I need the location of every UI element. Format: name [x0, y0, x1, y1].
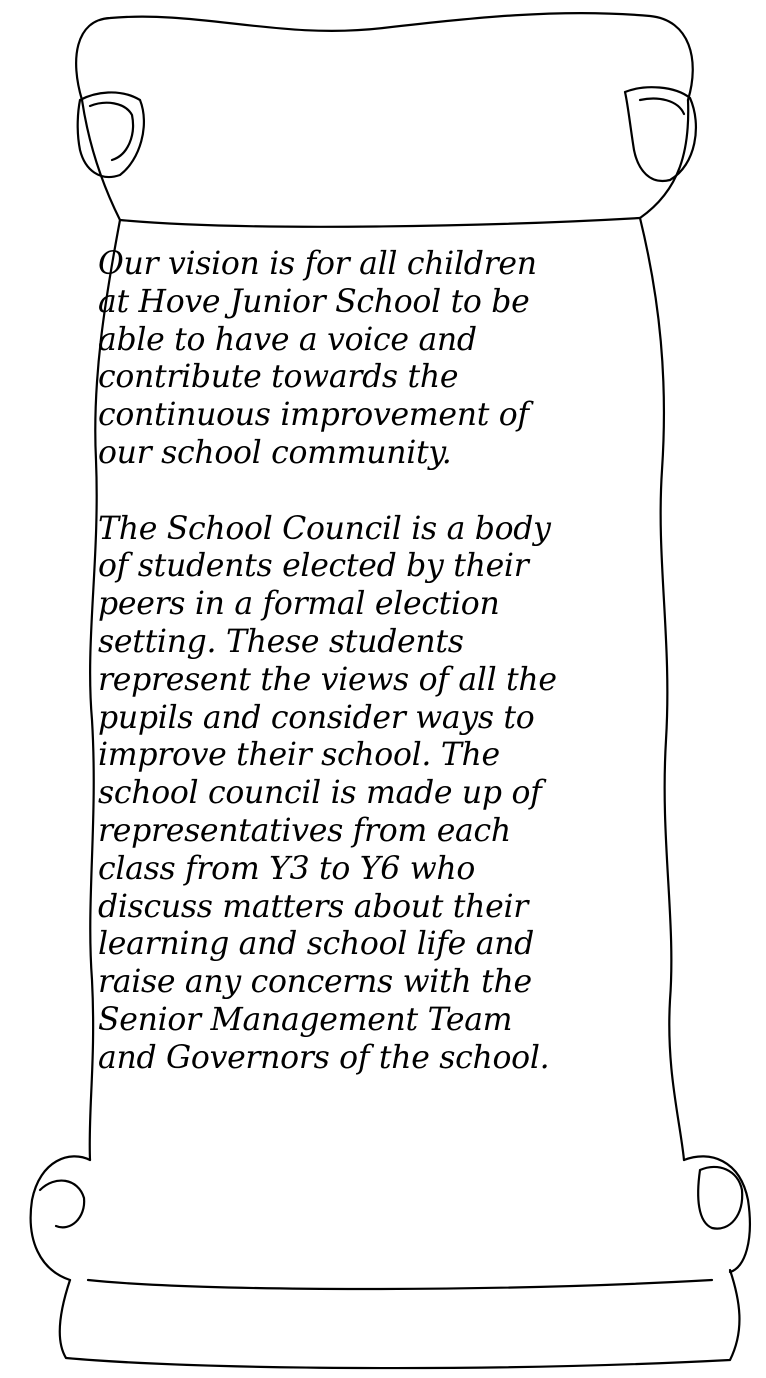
- vision-line: contribute towards the: [98, 359, 459, 396]
- scroll-text-block: [98, 246, 698, 1078]
- vision-line: our school community.: [98, 434, 452, 471]
- council-line: learning and school life and: [98, 926, 535, 963]
- council-line: peers in a formal election: [98, 586, 500, 623]
- council-line: setting. These students: [98, 623, 464, 660]
- council-line: of students elected by their: [98, 548, 529, 585]
- council-line: class from Y3 to Y6 who: [98, 850, 476, 887]
- vision-line: able to have a voice and: [98, 321, 477, 358]
- council-line: improve their school. The: [98, 737, 500, 774]
- top-scroll-roll: [76, 13, 696, 227]
- vision-line: at Hove Junior School to be: [98, 283, 530, 320]
- vision-line: Our vision is for all children: [98, 246, 537, 282]
- paragraph-spacer: [98, 473, 698, 511]
- council-line: represent the views of all the: [98, 661, 557, 698]
- vision-paragraph: [98, 246, 698, 473]
- council-line: school council is made up of: [98, 775, 542, 812]
- council-line: pupils and consider ways to: [98, 699, 535, 736]
- council-line: Senior Management Team: [98, 1001, 513, 1038]
- council-line: discuss matters about their: [98, 888, 529, 925]
- council-line: raise any concerns with the: [98, 964, 532, 1001]
- bottom-scroll-roll: [31, 1156, 750, 1368]
- council-line: The School Council is a body: [98, 510, 551, 547]
- council-paragraph: [98, 511, 698, 1078]
- vision-line: continuous improvement of: [98, 397, 529, 434]
- council-line: and Governors of the school.: [98, 1039, 550, 1076]
- council-line: representatives from each: [98, 812, 511, 849]
